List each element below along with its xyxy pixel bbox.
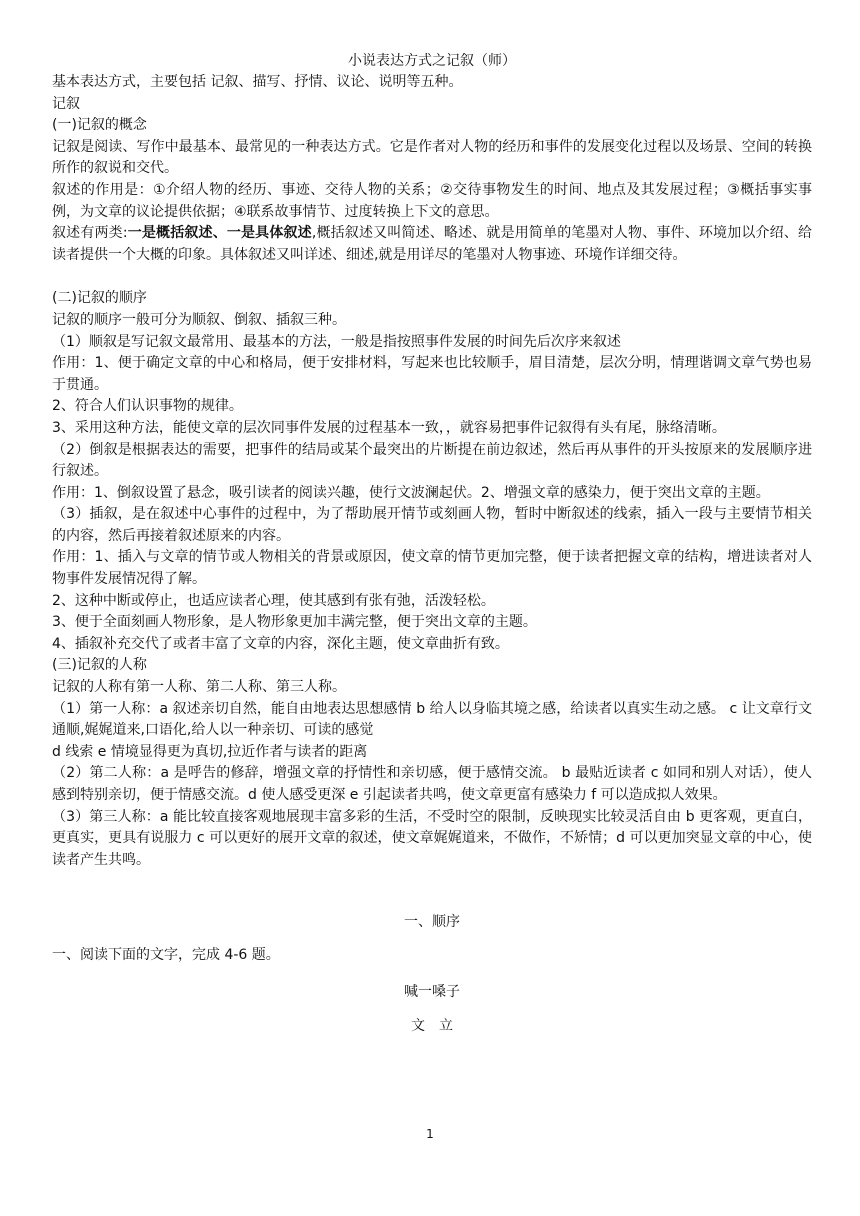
paragraph: 记叙的人称有第一人称、第二人称、第三人称。 [52,679,346,696]
paragraph-lead: 叙述有两类: [52,225,128,242]
paragraph: d 线索 e 情境显得更为真切,拉近作者与读者的距离 [52,743,368,760]
story-author: 文 立 [411,1017,453,1034]
spacer [52,871,812,911]
paragraph: （1）顺叙是写记叙文最常用、最基本的方法，一般是指按照事件发展的时间先后次序来叙述 [52,333,621,350]
page-number: 1 [426,1127,434,1141]
paragraph-rest: ,概括叙述又叫简述、略述、就是用简单的笔墨对人物、事件、环境加以介绍、给读者提供一个大概的印象。具体叙述又叫详述、细述,就是用详尽的笔墨对人物事迹、环境作详细交待。 [52,225,813,263]
paragraph: （2）第二人称：a 是呼告的修辞，增强文章的抒情性和亲切感，便于感情交流。 b 最贴近读者 c 如同和别人对话），使人感到特别亲切，便于情感交流。d 使人感受更深 e 引起读者共鸣，使文章更富有感染力 f 可以造成拟人效果。 [52,765,812,803]
spacer [52,967,812,981]
document-title: 小说表达方式之记叙（师） [348,53,516,69]
paragraph: 2、这种中断或停止，也适应读者心理，使其感到有张有弛，活泼轻松。 [52,592,495,609]
document-body [52,50,812,1035]
paragraph: 记叙是阅读、写作中最基本、最常见的一种表达方式。它是作者对人物的经历和事件的发展变化过程以及场景、空间的转换所作的叙说和交代。 [52,138,812,177]
exercise-intro: 一、阅读下面的文字，完成 4-6 题。 [52,947,280,964]
spacer [52,1001,812,1015]
section3-heading: (三)记叙的人称 [52,657,147,674]
paragraph: 作用：1、插入与文章的情节或人物相关的背景或原因，使文章的情节更加完整，便于读者把握文章的结构，增进读者对人物事件发展情况得了解。 [52,549,812,588]
paragraph: （1）第一人称：a 叙述亲切自然，能自由地表达思想感情 b 给人以身临其境之感，给读者以真实生动之感。 c 让文章行文通顺,娓娓道来,口语化,给人以一种亲切、可读的感觉 [52,700,812,739]
paragraph: 作用：1、倒叙设置了悬念，吸引读者的阅读兴趣，使行文波澜起伏。2、增强文章的感染力，便于突出文章的主题。 [52,484,770,501]
paragraph [52,223,812,266]
paragraph: （3）第三人称：a 能比较直接客观地展现丰富多彩的生活，不受时空的限制，反映现实比较灵活自由 b 更客观，更直白，更真实，更具有说服力 c 可以更好的展开文章的叙述，使文章娓娓道来，不做作，不矫情；d 可以更加突显文章的中心，使读者产生共鸣。 [52,808,812,868]
paragraph: 作用：1、便于确定文章的中心和格局，便于安排材料，写起来也比较顺手，眉目清楚，层次分明，情理谐调文章气势也易于贯通。 [52,355,812,393]
paragraph: 3、采用这种方法，能使文章的层次同事件发展的过程基本一致，，就容易把事件记叙得有头有尾，脉络清晰。 [52,419,726,436]
paragraph: （2）倒叙是根据表达的需要，把事件的结局或某个最突出的片断提在前边叙述，然后再从事件的开头按原来的发展顺序进行叙述。 [52,441,812,480]
story-title: 喊一嗓子 [404,983,460,1000]
section2-heading: (二)记叙的顺序 [52,290,147,307]
part-heading: 一、顺序 [404,914,460,931]
paragraph: 2、符合人们认识事物的规律。 [52,398,243,415]
intro-paragraph: 基本表达方式，主要包括 记叙、描写、抒情、议论、说明等五种。 [52,74,463,90]
paragraph: （3）插叙，是在叙述中心事件的过程中，为了帮助展开情节或刻画人物，暂时中断叙述的线索，插入一段与主要情节相关的内容，然后再接着叙述原来的内容。 [52,506,812,544]
spacer [52,931,812,945]
section1-heading: (一)记叙的概念 [52,117,147,134]
paragraph: 3、便于全面刻画人物形象，是人物形象更加丰满完整，便于突出文章的主题。 [52,614,537,631]
section-main-heading: 记叙 [52,95,80,112]
paragraph: 叙述的作用是：①介绍人物的经历、事迹、交待人物的关系；②交待事物发生的时间、地点及其发展过程；③概括事实事例，为文章的议论提供依据；④联系故事情节、过度转换上下文的意思。 [52,181,812,220]
bold-phrase: 一是概括叙述、一是具体叙述 [127,225,312,242]
paragraph: 4、插叙补充交代了或者丰富了文章的内容，深化主题，使文章曲折有致。 [52,635,509,652]
spacer [52,266,812,288]
paragraph: 记叙的顺序一般可分为顺叙、倒叙、插叙三种。 [52,311,346,328]
